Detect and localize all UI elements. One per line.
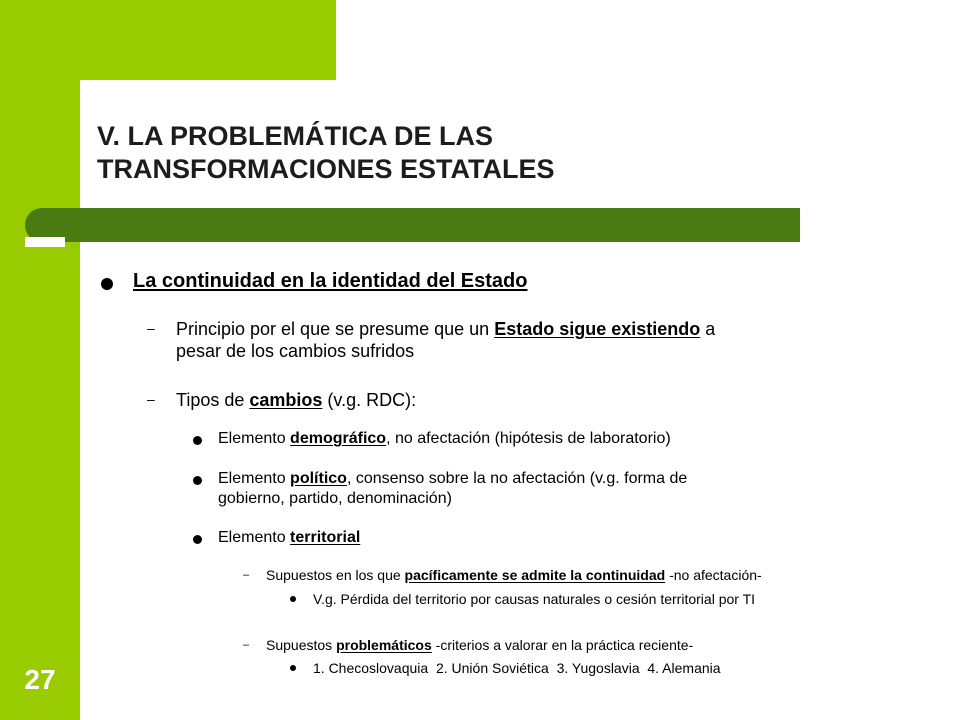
bullet-dot [290,665,296,671]
element-demographic-underlined: demográfico [290,430,387,447]
principle-underlined: Estado sigue existiendo [494,319,701,339]
title-underline-bar [25,208,800,242]
title-line-2: TRANSFORMACIONES ESTATALES [97,154,555,184]
element-political [218,469,938,509]
bullet-dot [101,278,113,290]
element-demographic-part1: Elemento [218,430,291,447]
element-political-underlined: político [290,470,347,487]
element-territorial-underlined: territorial [290,529,361,546]
supuesto-problematico-example: 1. Checoslovaquia 2. Unión Soviética 3. Yugoslavia 4. Alemania [313,660,721,676]
element-territorial-part1: Elemento [218,529,291,546]
bullet-dot [193,436,202,445]
bullet-dot [290,596,296,602]
bullet-dot [193,476,202,485]
dash-marker: – [147,391,155,407]
dash-marker: – [243,569,250,581]
types-part2: (v.g. RDC): [322,390,417,410]
element-demographic-part2: , no afectación (hipótesis de laboratorio) [386,430,671,447]
element-political-part1: Elemento [218,470,291,487]
main-bullet-text [133,270,527,293]
supuesto-problematico-underlined: problemáticos [336,637,432,653]
types-part1: Tipos de [176,390,250,410]
supuesto-problematico-part2: -criterios a valorar en la práctica reciente- [431,637,694,653]
bar-notch [25,237,65,247]
supuesto-problematico [266,636,693,654]
principle-part2: a [700,319,716,339]
principle-text [176,318,936,362]
element-political-line2: gobierno, partido, denominación) [218,490,452,507]
main-bullet-underlined: La continuidad en la identidad del Estado [133,270,528,292]
dash-marker: – [147,320,155,336]
supuesto-pacifico-part2: -no afectación- [665,567,762,583]
slide-number: 27 [24,664,56,695]
principle-part1: Principio por el que se presume que un [176,319,495,339]
supuesto-problematico-part1: Supuestos [266,637,337,653]
supuesto-pacifico-example: V.g. Pérdida del territorio por causas naturales o cesión territorial por TI [313,591,756,607]
types-underlined: cambios [249,390,323,410]
green-side-band [0,0,80,720]
element-political-part2: , consenso sobre la no afectación (v.g. forma de [346,470,688,487]
slide-title [97,120,797,186]
element-demographic [218,429,671,449]
principle-line2: pesar de los cambios sufridos [176,341,415,361]
supuesto-pacifico [266,566,762,584]
bullet-dot [193,535,202,544]
green-top-band [80,0,336,80]
supuesto-pacifico-underlined: pacíficamente se admite la continuidad [404,567,666,583]
types-text [176,389,416,411]
element-territorial [218,528,360,548]
title-line-1: V. LA PROBLEMÁTICA DE LAS [97,121,494,151]
dash-marker: – [243,639,250,651]
supuesto-pacifico-part1: Supuestos en los que [266,567,405,583]
